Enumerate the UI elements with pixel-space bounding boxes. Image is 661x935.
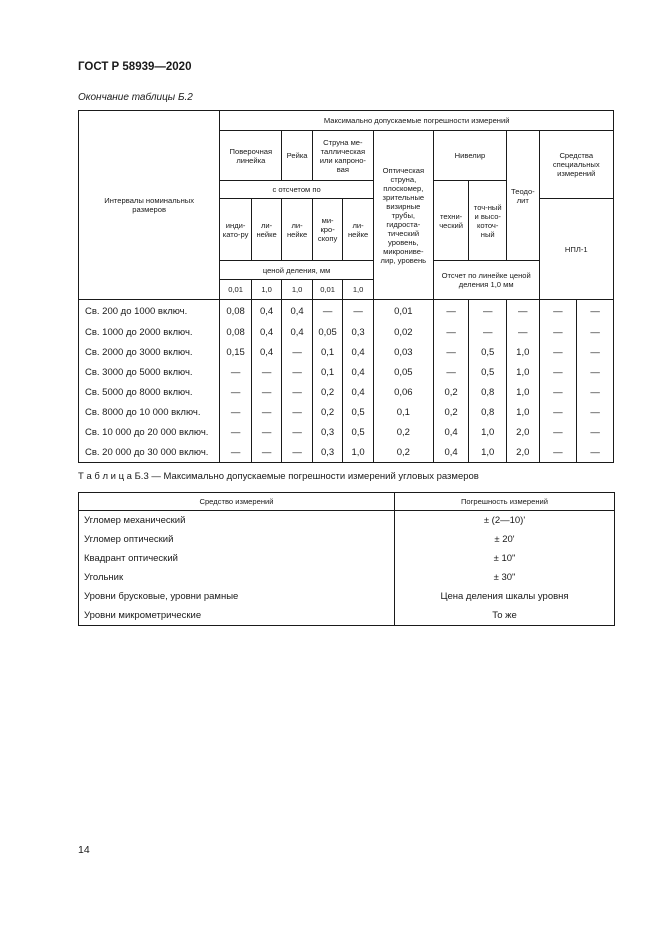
cell-value: — (577, 422, 614, 442)
cell-value: 2,0 (507, 422, 540, 442)
row-interval: Св. 8000 до 10 000 включ. (79, 402, 220, 422)
table-row (79, 322, 614, 342)
cell-value: 0,2 (373, 422, 433, 442)
cell-value: 0,4 (343, 342, 374, 362)
header-struna: Струна ме-таллическая или капроно-вая (312, 131, 373, 181)
cell-value: 0,4 (433, 422, 469, 442)
cell-value: — (220, 422, 252, 442)
table-row (79, 422, 614, 442)
cell-value: — (220, 402, 252, 422)
header-indicatoru: инди-като-ру (220, 199, 252, 261)
cell-value: 1,0 (507, 362, 540, 382)
row-interval: Св. 200 до 1000 включ. (79, 300, 220, 323)
error-value: Цена деления шкалы уровня (395, 587, 615, 606)
instrument-name: Квадрант оптический (79, 549, 395, 568)
cell-value: 0,03 (373, 342, 433, 362)
cell-value: — (577, 342, 614, 362)
header-error: Погрешность измерений (395, 493, 615, 511)
cell-value: — (539, 442, 577, 463)
cell-value: 0,4 (433, 442, 469, 463)
table-b3-caption: Т а б л и ц а Б.3 — Максимально допускаемые погрешности измерений угловых размеров (78, 471, 479, 482)
cell-value: 0,08 (220, 300, 252, 323)
cell-value: — (251, 402, 282, 422)
cell-value: — (577, 402, 614, 422)
table-b3 (78, 492, 615, 626)
cell-value: 0,8 (469, 402, 507, 422)
cell-value: — (220, 362, 252, 382)
table-row (79, 442, 614, 463)
cell-value: — (539, 402, 577, 422)
cell-value: 0,4 (282, 322, 313, 342)
division-value: 0,01 (312, 280, 343, 300)
cell-value: — (539, 342, 577, 362)
document-code: ГОСТ Р 58939—2020 (78, 61, 192, 73)
cell-value: — (539, 362, 577, 382)
cell-value: — (251, 362, 282, 382)
cell-value: 0,2 (433, 382, 469, 402)
table-row (79, 342, 614, 362)
division-value: 1,0 (282, 280, 313, 300)
cell-value: — (577, 442, 614, 463)
cell-value: 0,3 (312, 442, 343, 463)
cell-value: 0,4 (343, 382, 374, 402)
cell-value: 1,0 (469, 422, 507, 442)
cell-value: — (469, 322, 507, 342)
row-interval: Св. 3000 до 5000 включ. (79, 362, 220, 382)
cell-value: 0,4 (282, 300, 313, 323)
cell-value: 1,0 (507, 402, 540, 422)
cell-value: — (282, 402, 313, 422)
cell-value: — (282, 442, 313, 463)
table-b2-body (79, 300, 614, 463)
header-tekhnicheskiy: техни-ческий (433, 181, 469, 261)
cell-value: 0,4 (251, 322, 282, 342)
page-number: 14 (78, 844, 90, 856)
cell-value: 1,0 (469, 442, 507, 463)
cell-value: 0,3 (343, 322, 374, 342)
cell-value: 0,4 (251, 300, 282, 323)
header-lineike-3: ли-нейке (343, 199, 374, 261)
cell-value: — (251, 442, 282, 463)
header-instrument: Средство измерений (79, 493, 395, 511)
instrument-name: Угломер механический (79, 511, 395, 531)
table-row (79, 362, 614, 382)
cell-value: — (282, 382, 313, 402)
cell-value: — (251, 422, 282, 442)
header-tochny: точ-ный и высо-коточ-ный (469, 181, 507, 261)
cell-value: — (539, 322, 577, 342)
error-value: ± (2—10)' (395, 511, 615, 531)
header-nivelir: Нивелир (433, 131, 506, 181)
cell-value: 0,02 (373, 322, 433, 342)
table-row (79, 587, 615, 606)
table-row (79, 382, 614, 402)
table-row (79, 606, 615, 626)
table-row (79, 300, 614, 323)
cell-value: — (539, 300, 577, 323)
cell-value: — (577, 322, 614, 342)
table-row (79, 530, 615, 549)
instrument-name: Уровни брусковые, уровни рамные (79, 587, 395, 606)
cell-value: 0,5 (343, 402, 374, 422)
cell-value: — (220, 382, 252, 402)
cell-value: 0,1 (373, 402, 433, 422)
cell-value: 0,01 (373, 300, 433, 323)
cell-value: 0,06 (373, 382, 433, 402)
cell-value: 0,4 (343, 362, 374, 382)
cell-value: 0,2 (312, 402, 343, 422)
header-otschet-lineike: Отсчет по линейке ценой деления 1,0 мм (433, 261, 539, 300)
instrument-name: Уровни микрометрические (79, 606, 395, 626)
cell-value: 0,3 (312, 422, 343, 442)
cell-value: 1,0 (507, 342, 540, 362)
error-value: То же (395, 606, 615, 626)
error-value: ± 20' (395, 530, 615, 549)
cell-value: 0,5 (343, 422, 374, 442)
table-b2-header (79, 111, 614, 300)
division-value: 1,0 (251, 280, 282, 300)
header-lineike-1: ли-нейке (251, 199, 282, 261)
table-row (79, 511, 615, 531)
cell-value: — (433, 362, 469, 382)
row-interval: Св. 1000 до 2000 включ. (79, 322, 220, 342)
cell-value: — (469, 300, 507, 323)
error-value: ± 30" (395, 568, 615, 587)
cell-value: — (282, 362, 313, 382)
header-otschet: с отсчетом по (220, 181, 374, 199)
cell-value: 0,05 (312, 322, 343, 342)
cell-value: 0,08 (220, 322, 252, 342)
cell-value: 0,2 (312, 382, 343, 402)
table-b2 (78, 110, 614, 463)
cell-value: 2,0 (507, 442, 540, 463)
cell-value: 1,0 (507, 382, 540, 402)
cell-value: 0,2 (433, 402, 469, 422)
cell-value: — (507, 322, 540, 342)
error-value: ± 10" (395, 549, 615, 568)
table-row (79, 549, 615, 568)
cell-value: 0,2 (373, 442, 433, 463)
cell-value: — (433, 300, 469, 323)
cell-value: — (577, 362, 614, 382)
division-value: 0,01 (220, 280, 252, 300)
cell-value: — (539, 382, 577, 402)
cell-value: — (539, 422, 577, 442)
cell-value: — (577, 382, 614, 402)
row-interval: Св. 10 000 до 20 000 включ. (79, 422, 220, 442)
header-optical: Оптическая струна, плоскомер, зрительные визирные трубы, гидроста-тический уровень, микрониве-лир, уровень (373, 131, 433, 300)
cell-value: 0,1 (312, 342, 343, 362)
cell-value: 0,05 (373, 362, 433, 382)
header-npl: НПЛ-1 (539, 199, 613, 300)
table-row (79, 568, 615, 587)
cell-value: — (433, 342, 469, 362)
header-max-errors: Максимально допускаемые погрешности измерений (220, 111, 614, 131)
header-teodolit: Теодо-лит (507, 131, 540, 261)
cell-value: — (577, 300, 614, 323)
cell-value: — (282, 342, 313, 362)
header-lineike-2: ли-нейке (282, 199, 313, 261)
cell-value: 0,15 (220, 342, 252, 362)
division-value: 1,0 (343, 280, 374, 300)
table-continuation-label: Окончание таблицы Б.2 (78, 92, 193, 103)
cell-value: — (251, 382, 282, 402)
row-interval: Св. 20 000 до 30 000 включ. (79, 442, 220, 463)
cell-value: — (312, 300, 343, 323)
header-cena: ценой деления, мм (220, 261, 374, 280)
row-interval: Св. 2000 до 3000 включ. (79, 342, 220, 362)
cell-value: 0,1 (312, 362, 343, 382)
table-row (79, 402, 614, 422)
header-mikroskopu: ми-кро-скопу (312, 199, 343, 261)
instrument-name: Угольник (79, 568, 395, 587)
cell-value: — (343, 300, 374, 323)
cell-value: — (507, 300, 540, 323)
header-intervals: Интервалы номинальных размеров (79, 111, 220, 300)
cell-value: 0,4 (251, 342, 282, 362)
cell-value: 0,5 (469, 362, 507, 382)
row-interval: Св. 5000 до 8000 включ. (79, 382, 220, 402)
header-special: Средства специальных измерений (539, 131, 613, 199)
header-reika: Рейка (282, 131, 313, 181)
cell-value: — (433, 322, 469, 342)
cell-value: — (220, 442, 252, 463)
cell-value: 0,5 (469, 342, 507, 362)
cell-value: 0,8 (469, 382, 507, 402)
cell-value: — (282, 422, 313, 442)
header-poverochnaya: Поверочная линейка (220, 131, 282, 181)
instrument-name: Угломер оптический (79, 530, 395, 549)
cell-value: 1,0 (343, 442, 374, 463)
